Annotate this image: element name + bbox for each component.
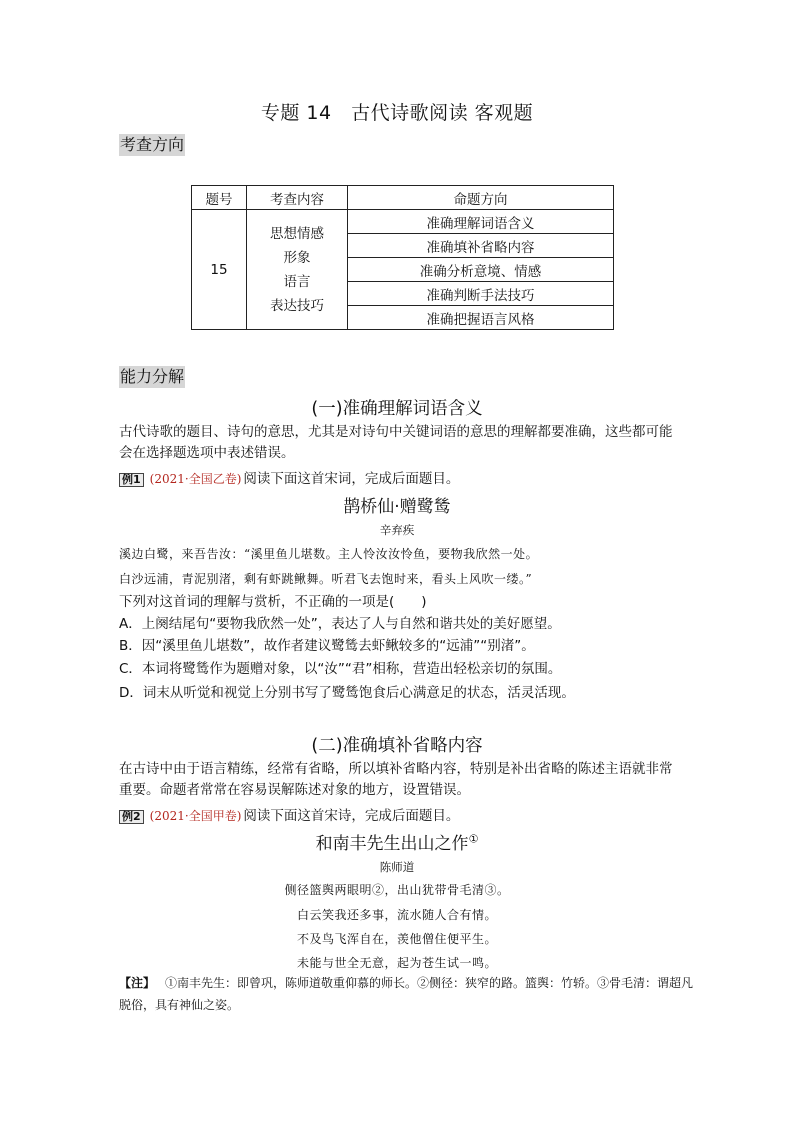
poem-1-line: 溪边白鹭，来吾告汝：“溪里鱼儿堪数。主人怜汝汝怜鱼，要物我欣然一处。 bbox=[119, 547, 539, 561]
poem-2-line: 白云笑我还多事，流水随人合有情。 bbox=[296, 908, 497, 922]
part2-intro: 在古诗中由于语言精练，经常有省略，所以填补省略内容，特别是补出省略的陈述主语就非常重要。命题者常常在容易误解陈述对象的地方，设置错误。 bbox=[119, 761, 673, 798]
exam-table bbox=[191, 185, 614, 330]
exam-content-item: 形象 bbox=[283, 249, 311, 266]
option-a: A．上阕结尾句“要物我欣然一处”，表达了人与自然和谐共处的美好愿望。 bbox=[119, 616, 561, 632]
note-text: ①南丰先生：即曾巩，陈师道敬重仰慕的师长。②侧径：狭窄的路。篮舆：竹轿。③骨毛清：谓超凡脱俗，具有神仙之姿。 bbox=[119, 976, 694, 1012]
poem-2-title bbox=[0, 829, 794, 854]
poem-1-line: 白沙远浦，青泥别渚，剩有虾跳鳅舞。听君飞去饱时来，看头上风吹一缕。” bbox=[119, 572, 533, 586]
option-c: C．本词将鹭鸶作为题赠对象，以“汝”“君”相称，营造出轻松亲切的氛围。 bbox=[119, 661, 562, 677]
poem-2-notes bbox=[119, 972, 694, 1016]
direction-cell: 准确理解词语含义 bbox=[348, 210, 614, 234]
direction-cell: 准确把握语言风格 bbox=[348, 306, 614, 330]
poem-2-author: 陈师道 bbox=[379, 860, 415, 874]
footnote-marker: ① bbox=[468, 832, 479, 846]
exam-content-item: 思想情感 bbox=[270, 225, 324, 242]
section-tag-ability: 能力分解 bbox=[120, 367, 185, 386]
table-header-cell: 考查内容 bbox=[247, 186, 348, 210]
poem-1-author: 辛弃疾 bbox=[379, 523, 415, 537]
part1-intro: 古代诗歌的题目、诗句的意思，尤其是对诗句中关键词语的意思的理解都要准确，这些都可能会在选择题选项中表述错误。 bbox=[119, 424, 673, 461]
example-badge: 例1 bbox=[119, 473, 144, 487]
poem-1-title: 鹊桥仙·赠鹭鸶 bbox=[343, 497, 451, 517]
exam-content-cell bbox=[247, 210, 348, 330]
example-badge: 例2 bbox=[119, 810, 144, 824]
exam-content-item: 表达技巧 bbox=[270, 297, 324, 314]
example-source: (2021·全国甲卷) bbox=[149, 809, 242, 823]
question-number-cell: 15 bbox=[192, 210, 247, 330]
question-1-stem: 下列对这首词的理解与赏析，不正确的一项是( ) bbox=[119, 594, 427, 610]
poem-2-title-text: 和南丰先生出山之作 bbox=[315, 834, 469, 854]
example-instruction: 阅读下面这首宋词，完成后面题目。 bbox=[243, 471, 460, 487]
example-1-line bbox=[119, 467, 459, 487]
direction-cell: 准确填补省略内容 bbox=[348, 234, 614, 258]
poem-2-line: 未能与世全无意，起为苍生试一鸣。 bbox=[296, 956, 497, 970]
page-title: 专题 14 古代诗歌阅读 客观题 bbox=[260, 102, 534, 124]
option-d: D．词末从听觉和视觉上分别书写了鹭鸶饱食后心满意足的状态，活灵活现。 bbox=[119, 685, 575, 701]
direction-cell: 准确分析意境、情感 bbox=[348, 258, 614, 282]
example-2-line bbox=[119, 804, 459, 824]
note-label: 【注】 bbox=[119, 976, 156, 990]
table-header-row bbox=[192, 186, 614, 210]
section-tag-exam-direction: 考查方向 bbox=[120, 135, 185, 154]
direction-cell: 准确判断手法技巧 bbox=[348, 282, 614, 306]
table-row bbox=[192, 210, 614, 234]
table-header-cell: 题号 bbox=[192, 186, 247, 210]
exam-content-item: 语言 bbox=[283, 273, 311, 290]
poem-2-line: 不及鸟飞浑自在，羡他僧住便平生。 bbox=[296, 932, 497, 946]
poem-2-line: 侧径篮舆两眼明②，出山犹带骨毛清③。 bbox=[284, 883, 510, 897]
example-instruction: 阅读下面这首宋诗，完成后面题目。 bbox=[243, 808, 460, 824]
table-header-cell: 命题方向 bbox=[348, 186, 614, 210]
part1-heading: (一)准确理解词语含义 bbox=[311, 399, 483, 419]
option-b: B．因“溪里鱼儿堪数”，故作者建议鹭鸶去虾鳅较多的“远浦”“别渚”。 bbox=[119, 638, 535, 654]
example-source: (2021·全国乙卷) bbox=[149, 472, 242, 486]
part2-heading: (二)准确填补省略内容 bbox=[311, 736, 483, 756]
